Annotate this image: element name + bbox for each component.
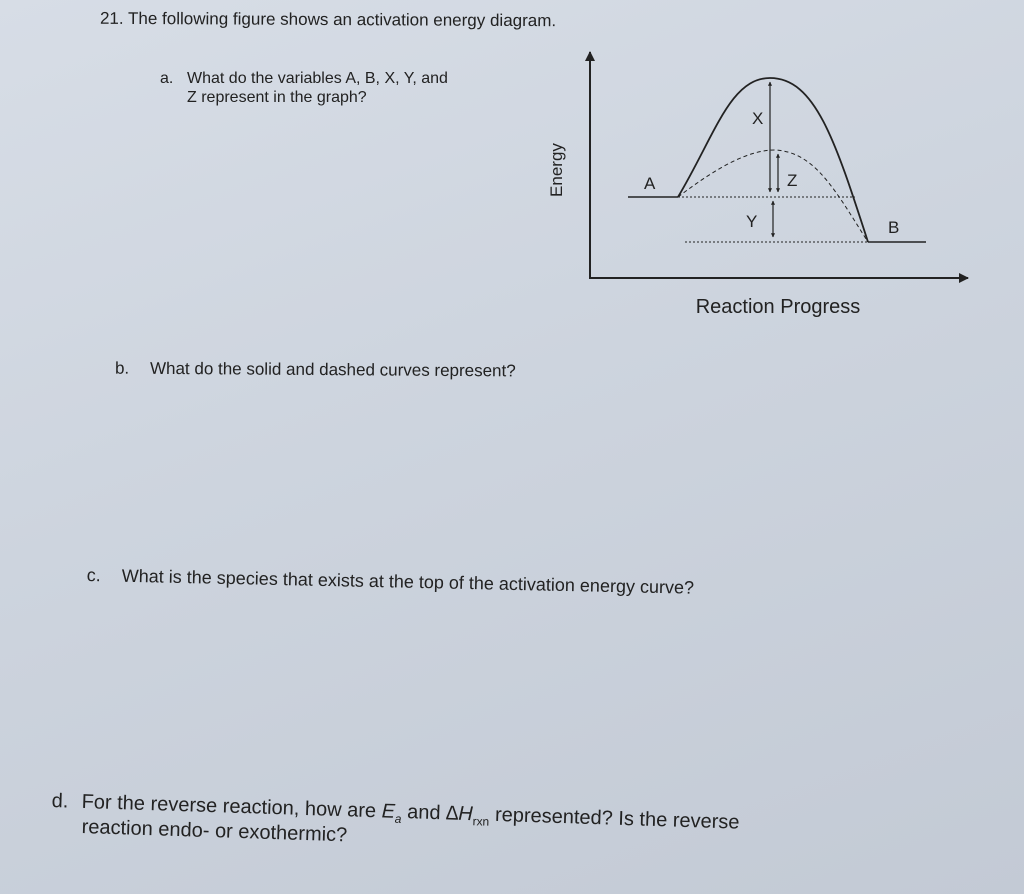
label-x: X [752,109,764,128]
part-d-label: d. [51,790,69,813]
question-text: The following figure shows an activation energy diagram. [128,8,557,31]
part-d-text-2: reaction endo- or exothermic? [81,816,348,847]
part-d-text-start: For the reverse reaction, how are [81,790,382,823]
part-a-label: a. [160,70,174,87]
part-c-label: c. [86,565,102,586]
part-d-text-end: represented? Is the reverse [489,803,740,834]
label-b: B [888,218,900,237]
delta-h-symbol: ∆H [445,802,474,826]
part-a-text-1: What do the variables A, B, X, Y, and [187,70,448,87]
part-a-text-2: Z represent in the graph? [187,89,367,106]
part-c [87,565,695,599]
label-z: Z [787,171,798,190]
part-b-text: What do the solid and dashed curves represent? [149,358,516,381]
reaction-progress-label: Reaction Progress [695,296,861,318]
activation-energy-diagram [530,40,980,330]
label-y: Y [746,212,758,231]
question-number: 21. [99,8,124,28]
part-c-text: What is the species that exists at the top of the activation energy curve? [121,565,695,598]
part-a-line-1 [160,70,448,88]
energy-axis-label: Energy [547,143,566,197]
ea-subscript: a [394,811,402,826]
label-a: A [644,174,656,193]
and-word: and [401,800,447,825]
question-21-heading [100,9,556,31]
part-b [115,359,516,382]
part-b-label: b. [114,358,130,378]
ea-symbol: E [381,800,396,823]
part-a-line-2 [187,89,367,107]
diagram-svg [530,40,980,330]
delta-h-subscript: rxn [472,814,490,829]
